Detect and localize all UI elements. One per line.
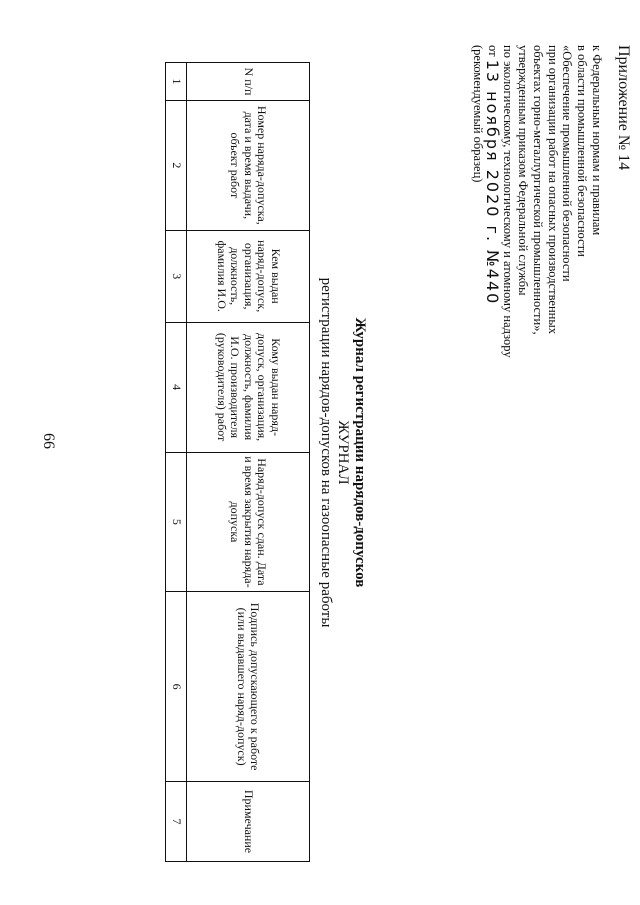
permits-journal-table (165, 62, 310, 862)
approval-line: к Федеральным нормам и правилам (590, 45, 604, 236)
approval-block (470, 45, 604, 565)
header-signature: Подпись допускающего к работе (или выдавшего наряд-допуск) (187, 592, 310, 782)
column-number-cell: 2 (166, 100, 187, 230)
column-number-cell: 1 (166, 63, 187, 101)
journal-heading-block (317, 0, 368, 905)
page-number: 66 (40, 433, 57, 449)
journal-title: ЖУРНАЛ (335, 420, 351, 485)
journal-subtitle: регистрации нарядов-допусков на газоопасные работы (318, 277, 334, 628)
rotated-page-content (60, 0, 640, 905)
column-number-cell: 7 (166, 781, 187, 861)
approval-line: утвержденным приказом Федеральной службы (516, 45, 531, 296)
column-number-cell: 4 (166, 322, 187, 452)
approval-line: при организации работ на опасных производственных (545, 45, 560, 334)
approval-line: по экологическому, технологическому и атомному надзору (501, 45, 516, 358)
annex-title: Приложение № 14 (615, 45, 632, 171)
sample-note: (рекомендуемый образец) (470, 45, 485, 183)
order-line (485, 45, 501, 565)
header-number: N п/п (187, 63, 310, 101)
approval-line: «Обеспечение промышленной безопасности (560, 45, 575, 282)
approval-line: в области промышленной безопасности (575, 45, 590, 257)
header-permit-number: Номер наряда-допуска, дата и время выдачи, объект работ (187, 100, 310, 230)
approval-line: объектах горно-металлургической промышленности», (530, 45, 545, 335)
column-number-cell: 3 (166, 230, 187, 322)
order-handwritten-date: 13 ноября 2020 г. №440 (483, 59, 503, 306)
table-row-column-numbers (166, 63, 187, 862)
journal-heading: Журнал регистрации нарядов-допусков (352, 317, 368, 588)
order-prefix: от (486, 45, 501, 57)
table-header-row (187, 63, 310, 862)
header-permit-closed: Наряд-допуск сдан. Дата и время закрытия наряда-допуска (187, 452, 310, 592)
column-number-cell: 5 (166, 452, 187, 592)
header-issued-by: Кем выдан наряд-допуск, организация, должность, фамилия И.О. (187, 230, 310, 322)
header-note: Примечание (187, 781, 310, 861)
header-issued-to: Кому выдан наряд-допуск, организация, должность, фамилия И.О. производителя (руководителя) работ (187, 322, 310, 452)
column-number-cell: 6 (166, 592, 187, 782)
